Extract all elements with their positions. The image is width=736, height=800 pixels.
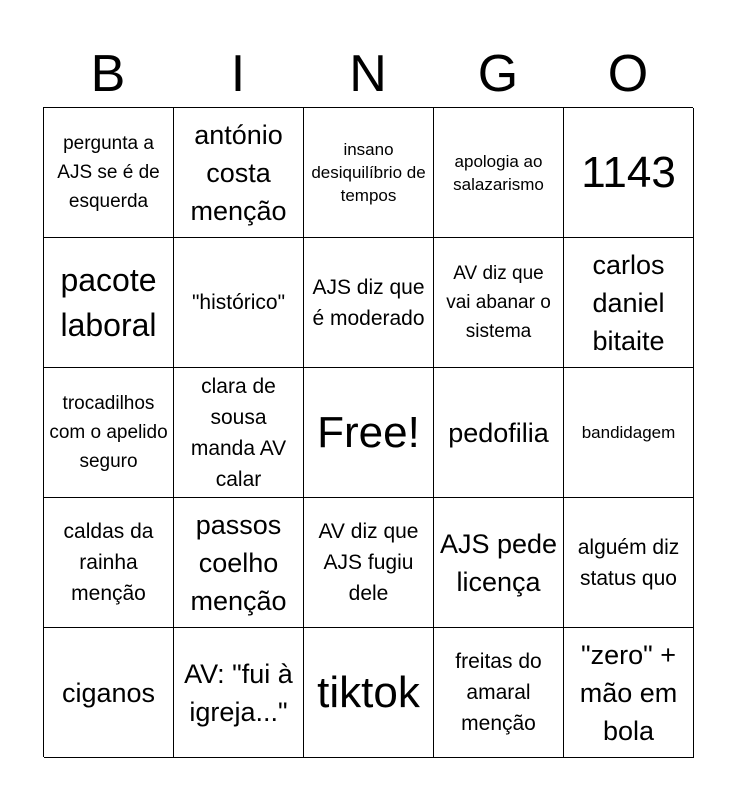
cell-text: AV diz que AJS fugiu dele [318, 520, 419, 605]
bingo-header [43, 42, 693, 106]
bingo-cell-r2-c4[interactable] [434, 238, 564, 368]
bingo-cell-r4-c2[interactable] [174, 498, 304, 628]
cell-text: "histórico" [191, 291, 286, 314]
bingo-cell-r2-c3[interactable] [304, 238, 434, 368]
bingo-cell-r2-c2[interactable] [174, 238, 304, 368]
cell-text: insano desiquilíbrio de tempos [311, 140, 426, 205]
bingo-cell-r5-c2[interactable] [174, 628, 304, 758]
bingo-board [43, 107, 693, 757]
cell-text: pedofilia [448, 417, 549, 448]
bingo-cell-r1-c5[interactable] [564, 108, 694, 238]
bingo-cell-r3-c1[interactable] [44, 368, 174, 498]
header-letter-b: B [90, 45, 126, 103]
cell-text: bandidagem [581, 423, 676, 442]
bingo-cell-r3-c3-free[interactable] [304, 368, 434, 498]
bingo-cell-r2-c1[interactable] [44, 238, 174, 368]
header-letter-o: O [607, 45, 649, 103]
cell-text: caldas da rainha menção [63, 520, 154, 605]
cell-text: "zero" + mão em bola [579, 639, 678, 746]
bingo-cell-r4-c5[interactable] [564, 498, 694, 628]
bingo-cell-r5-c5[interactable] [564, 628, 694, 758]
bingo-cell-r4-c1[interactable] [44, 498, 174, 628]
bingo-cell-r3-c5[interactable] [564, 368, 694, 498]
cell-text: pergunta a AJS se é de esquerda [57, 133, 160, 212]
bingo-cell-r1-c3[interactable] [304, 108, 434, 238]
bingo-cell-r4-c4[interactable] [434, 498, 564, 628]
bingo-cell-r3-c4[interactable] [434, 368, 564, 498]
header-letter-g: G [477, 45, 519, 103]
cell-text: ciganos [61, 677, 156, 708]
cell-text: apologia ao salazarismo [453, 151, 544, 194]
cell-text: tiktok [317, 667, 420, 717]
bingo-cell-r3-c2[interactable] [174, 368, 304, 498]
header-letter-n: N [349, 45, 387, 103]
cell-text: trocadilhos com o apelido seguro [49, 393, 168, 472]
cell-text: antónio costa menção [190, 119, 287, 226]
bingo-cell-r1-c1[interactable] [44, 108, 174, 238]
cell-text: carlos daniel bitaite [592, 249, 665, 356]
bingo-cell-r4-c3[interactable] [304, 498, 434, 628]
bingo-cell-r1-c4[interactable] [434, 108, 564, 238]
cell-text: alguém diz status quo [577, 535, 680, 590]
free-space-text: Free! [317, 407, 420, 457]
bingo-cell-r5-c4[interactable] [434, 628, 564, 758]
cell-text: freitas do amaral menção [455, 650, 542, 735]
bingo-cell-r1-c2[interactable] [174, 108, 304, 238]
cell-text: pacote laboral [60, 261, 157, 343]
cell-text: AJS diz que é moderado [312, 275, 425, 330]
cell-text: AV diz que vai abanar o sistema [446, 263, 551, 342]
bingo-cell-r5-c1[interactable] [44, 628, 174, 758]
header-letter-i: I [230, 45, 246, 103]
cell-text: AV: "fui à igreja..." [184, 658, 293, 727]
cell-text: 1143 [581, 147, 676, 197]
cell-text: passos coelho menção [190, 509, 287, 616]
bingo-cell-r2-c5[interactable] [564, 238, 694, 368]
bingo-cell-r5-c3[interactable] [304, 628, 434, 758]
cell-text: AJS pede licença [439, 528, 558, 597]
cell-text: clara de sousa manda AV calar [190, 374, 287, 491]
